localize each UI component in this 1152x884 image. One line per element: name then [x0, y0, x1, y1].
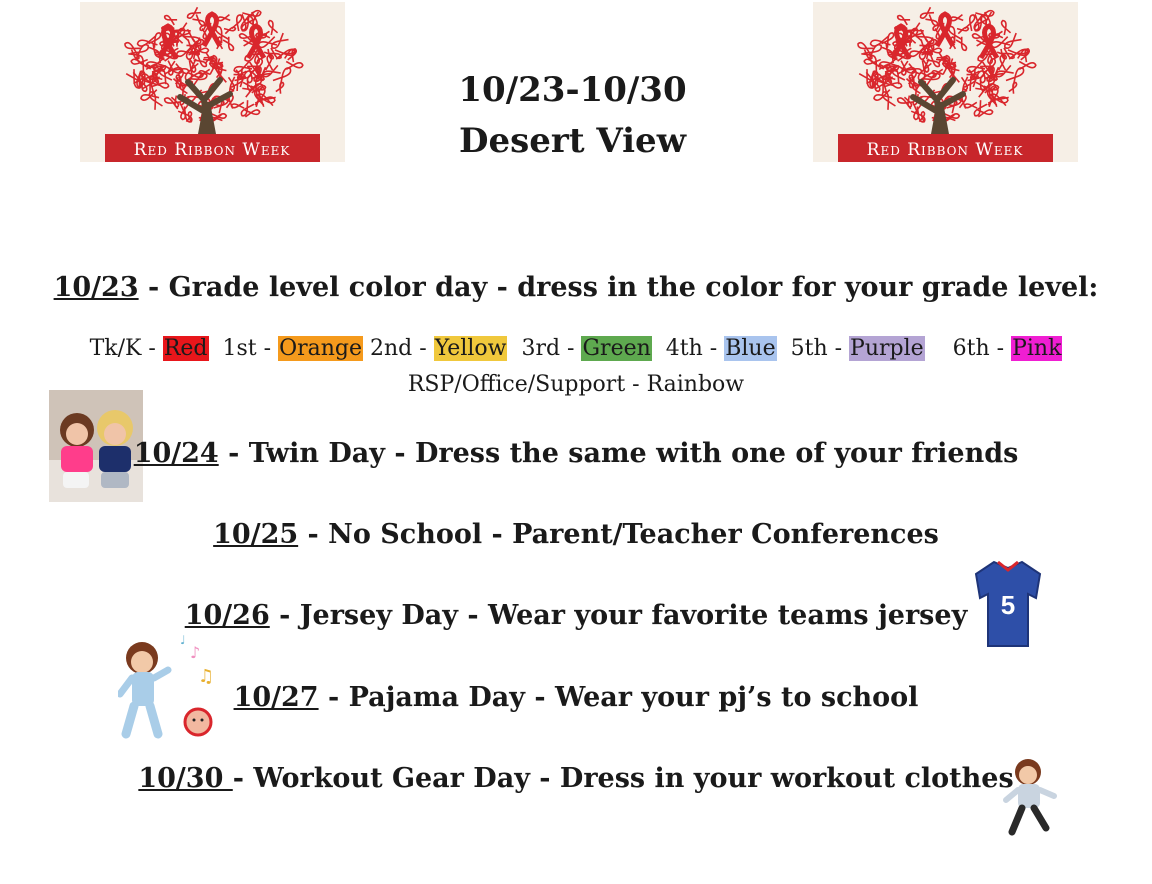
day-date: 10/30	[138, 763, 233, 794]
music-note-icon: ♩	[180, 634, 186, 647]
day-date: 10/26	[184, 600, 270, 631]
day-line	[0, 763, 1152, 794]
grade-prefix: 5th -	[776, 336, 850, 361]
red-ribbon-logo-right	[813, 2, 1078, 162]
day-line	[0, 682, 1152, 713]
school-title: Desert View	[459, 121, 686, 161]
logo-banner-text: Red Ribbon Week	[866, 140, 1024, 160]
grade-color-yellow: Yellow	[434, 336, 507, 361]
ribbon-icon	[863, 42, 883, 60]
ribbon-icon	[186, 7, 201, 20]
grade-color-purple: Purple	[850, 336, 924, 361]
day-text: - No School - Parent/Teacher Conferences	[298, 519, 939, 550]
support-line: RSP/Office/Support - Rainbow	[407, 372, 745, 397]
ribbon-icon	[964, 102, 977, 109]
day-date: 10/23	[53, 272, 139, 303]
day-text: - Twin Day - Dress the same with one of your friends	[218, 438, 1019, 469]
ribbon-icon	[956, 37, 968, 52]
day-date: 10/27	[233, 682, 319, 713]
ribbon-icon	[269, 33, 288, 51]
ribbon-icon	[950, 15, 963, 22]
music-note-icon: ♫	[198, 666, 215, 687]
ribbon-icon	[217, 15, 230, 22]
ribbon-icon	[919, 7, 934, 20]
day-text: - Workout Gear Day - Dress in your workout clothes	[232, 763, 1014, 794]
grade-color-pink: Pink	[1012, 336, 1062, 361]
grade-color-green: Green	[582, 336, 651, 361]
grade-prefix: 3rd -	[507, 336, 582, 361]
ribbon-icon	[896, 14, 910, 25]
day-line	[0, 519, 1152, 550]
ribbon-icon	[130, 42, 150, 60]
day-line	[0, 600, 1152, 631]
day-line	[0, 272, 1152, 303]
grade-prefix: 1st -	[208, 336, 279, 361]
grade-prefix: 6th -	[924, 336, 1012, 361]
grade-color-blue: Blue	[725, 336, 776, 361]
day-line	[0, 438, 1152, 469]
red-ribbon-logo-left	[80, 2, 345, 162]
ribbon-icon	[231, 102, 244, 109]
date-range-title: 10/23-10/30	[458, 70, 687, 110]
logo-banner-text: Red Ribbon Week	[133, 140, 291, 160]
day-date: 10/25	[213, 519, 299, 550]
music-note-icon: ♪	[190, 643, 201, 662]
ribbon-icon	[223, 37, 235, 52]
grade-prefix: Tk/K -	[89, 336, 163, 361]
grade-prefix: 2nd -	[363, 336, 434, 361]
grade-prefix: 4th -	[651, 336, 725, 361]
jersey-number: 5	[1000, 590, 1016, 620]
day-text: - Pajama Day - Wear your pj’s to school	[318, 682, 919, 713]
grade-color-red: Red	[163, 336, 208, 361]
day-text: - Jersey Day - Wear your favorite teams jersey	[269, 600, 968, 631]
grade-color-orange: Orange	[279, 336, 363, 361]
day-date: 10/24	[133, 438, 219, 469]
grade-colors-row	[0, 336, 1152, 361]
ribbon-icon	[163, 14, 177, 25]
ribbon-icon	[1002, 33, 1021, 51]
day-text: - Grade level color day - dress in the color for your grade level:	[138, 272, 1099, 303]
